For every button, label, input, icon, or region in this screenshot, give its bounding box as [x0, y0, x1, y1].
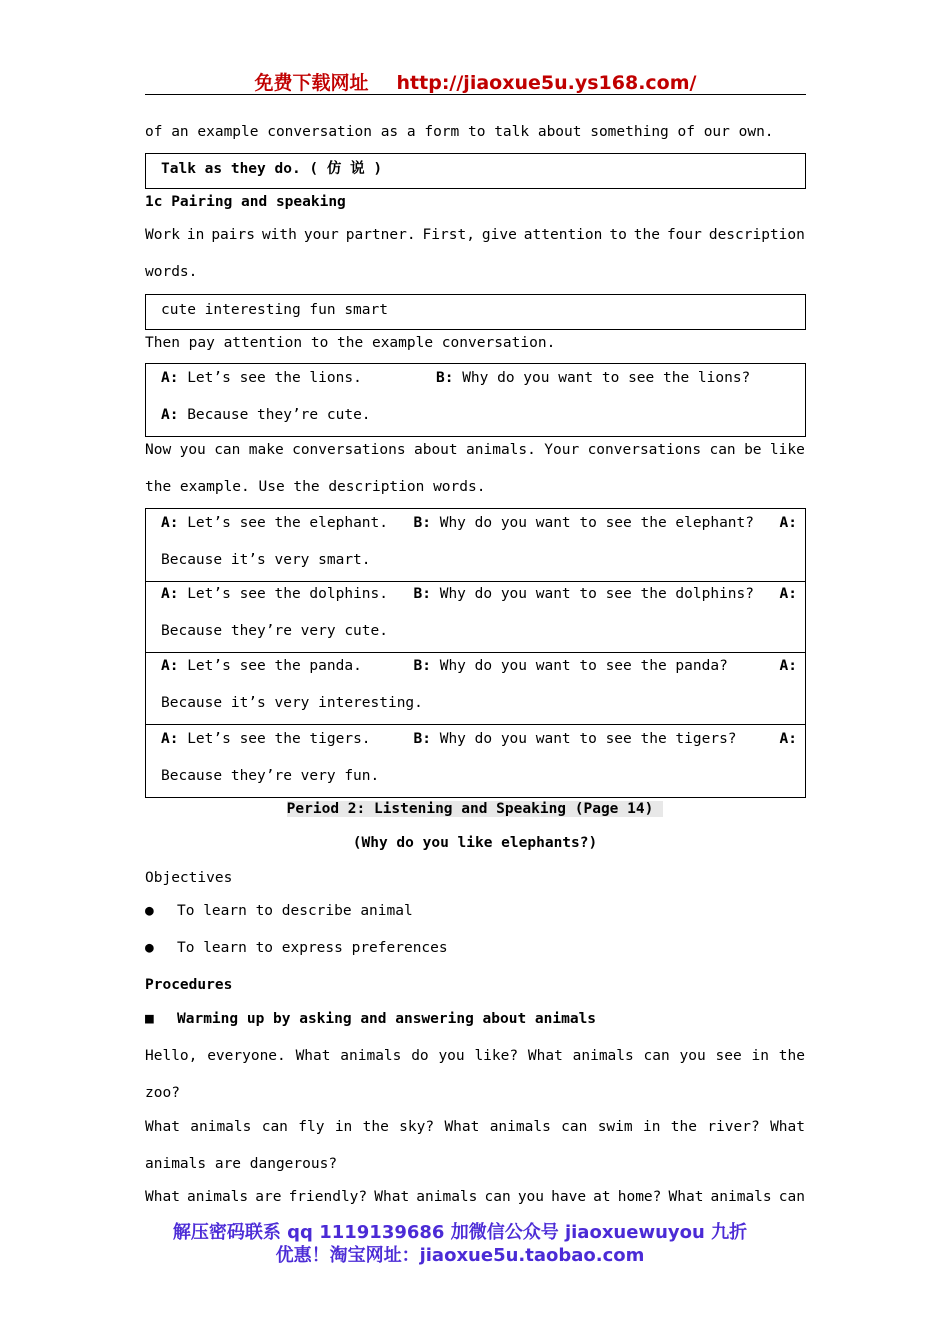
word: the [362, 1119, 389, 1135]
objectives-heading: Objectives [145, 870, 233, 886]
conversation-turn: B: Why do you want to see the panda? [413, 658, 728, 674]
word: in [751, 1048, 769, 1064]
word: animals [416, 1189, 478, 1205]
period-title [0, 801, 950, 817]
word: attention [523, 227, 603, 243]
conversation-turn: A: Let’s see the tigers. [161, 731, 371, 747]
word: river? [707, 1119, 760, 1135]
then-line: Then pay attention to the example conversation. [145, 335, 556, 351]
word: can [261, 1119, 288, 1135]
word: the [670, 1119, 697, 1135]
word: with [261, 227, 297, 243]
section-1c-heading: 1c Pairing and speaking [145, 194, 346, 210]
period-subtitle: (Why do you like elephants?) [352, 835, 598, 851]
word: First, [422, 227, 475, 243]
word: animals [489, 1119, 551, 1135]
example-box [145, 363, 806, 437]
words-box [145, 294, 806, 330]
conversation-turn: A: Let’s see the dolphins. [161, 586, 388, 602]
conversation-line [161, 656, 797, 676]
word: What [444, 1119, 480, 1135]
word: in [334, 1119, 353, 1135]
para2-end: the example. Use the description words. [145, 479, 486, 495]
example-a1: A: Let’s see the lions. [161, 370, 362, 386]
period-title-text: Period 2: Listening and Speaking (Page 14) [287, 801, 664, 817]
talk-box-text: Talk as they do. ( 仿 说 ) [161, 161, 383, 177]
word: the [778, 1048, 805, 1064]
word: conversations [587, 442, 702, 458]
conversation-turn: A: Let’s see the panda. [161, 658, 362, 674]
word: you [517, 1189, 545, 1205]
warmup-item: ■ Warming up by asking and answering about animals [145, 1011, 597, 1027]
procedures-heading: Procedures [145, 977, 233, 993]
word: Work [145, 227, 180, 243]
word: about [413, 442, 458, 458]
words-box-text: cute interesting fun smart [161, 302, 388, 318]
word: animals [340, 1048, 402, 1064]
word: swim [597, 1119, 633, 1135]
word: What [527, 1048, 563, 1064]
word: What [145, 1189, 180, 1205]
word: you [438, 1048, 465, 1064]
q3-line [145, 1187, 805, 1207]
conversation-line [161, 513, 797, 533]
word: animals. [466, 442, 536, 458]
conversation-line [161, 584, 797, 604]
conversation-answer: Because they’re very fun. [161, 768, 380, 784]
conversation-turn: A: Let’s see the elephant. [161, 515, 388, 531]
word: to [609, 227, 627, 243]
word: can [778, 1189, 805, 1205]
word: animals [187, 1189, 249, 1205]
conversation-answer: Because it’s very interesting. [161, 695, 423, 711]
word: What [295, 1048, 331, 1064]
conversation-row [145, 652, 806, 725]
word: animals [710, 1189, 772, 1205]
word: pairs [211, 227, 255, 243]
q1-line [145, 1046, 805, 1066]
conversation-turn: A: [779, 515, 797, 531]
word: everyone. [207, 1048, 286, 1064]
conversation-turn: B: Why do you want to see the elephant? [413, 515, 754, 531]
conversation-line [161, 729, 797, 749]
word: What [374, 1189, 410, 1205]
word: your [303, 227, 339, 243]
conversation-row [145, 580, 806, 653]
word: home? [617, 1189, 662, 1205]
word: can [561, 1119, 588, 1135]
word: give [481, 227, 517, 243]
word: Your [544, 442, 580, 458]
word: have [551, 1189, 587, 1205]
word: in [642, 1119, 661, 1135]
header-url-link[interactable]: http://jiaoxue5u.ys168.com/ [396, 72, 697, 94]
conversation-turn: B: Why do you want to see the dolphins? [413, 586, 754, 602]
talk-box [145, 153, 806, 189]
square-bullet-icon: ■ [145, 1011, 154, 1027]
word: What [145, 1119, 180, 1135]
para2-line [145, 440, 805, 460]
conversation-answer: Because it’s very smart. [161, 552, 371, 568]
word: can [643, 1048, 670, 1064]
para1-line [145, 225, 805, 245]
word: you [679, 1048, 706, 1064]
word: description [708, 227, 805, 243]
q2-line [145, 1117, 805, 1137]
word: conversations [292, 442, 406, 458]
word: at [593, 1189, 611, 1205]
word: be [744, 442, 762, 458]
word: do [411, 1048, 429, 1064]
footer-line-2: 优惠！淘宝网址：jiaoxue5u.taobao.com [275, 1245, 645, 1266]
word: What [770, 1119, 805, 1135]
word: the [633, 227, 660, 243]
footer-line-1: 解压密码联系 qq 1119139686 加微信公众号 jiaoxuewuyou 九折 [172, 1222, 748, 1243]
conversation-row [145, 725, 806, 798]
page-header [145, 68, 806, 95]
word: Hello, [145, 1048, 198, 1064]
conversation-turn: A: [779, 731, 797, 747]
word: make [248, 442, 284, 458]
word: sky? [399, 1119, 435, 1135]
word: animals [572, 1048, 634, 1064]
word: see [715, 1048, 742, 1064]
word: partner. [345, 227, 416, 243]
word: in [186, 227, 205, 243]
word: What [668, 1189, 704, 1205]
conversation-answer: Because they’re very cute. [161, 623, 388, 639]
conversation-turn: A: [779, 658, 797, 674]
word: can [484, 1189, 511, 1205]
word: friendly? [288, 1189, 368, 1205]
intro-line: of an example conversation as a form to talk about something of our own. [145, 124, 774, 140]
word: animals [190, 1119, 252, 1135]
word: like? [474, 1048, 519, 1064]
conversation-row [145, 508, 806, 582]
word: can [709, 442, 736, 458]
objective-item: ● To learn to express preferences [145, 940, 448, 956]
bullet-dot-icon: ● [145, 940, 154, 956]
example-b: B: Why do you want to see the lions? [436, 370, 751, 386]
q2-end: animals are dangerous? [145, 1156, 338, 1172]
para1-end: words. [145, 264, 198, 280]
word: can [214, 442, 241, 458]
word: like [769, 442, 805, 458]
word: Now [145, 442, 172, 458]
conversation-turn: A: [779, 586, 797, 602]
conversation-turn: B: Why do you want to see the tigers? [413, 731, 737, 747]
bullet-dot-icon: ● [145, 903, 154, 919]
q1-end: zoo? [145, 1085, 180, 1101]
word: are [255, 1189, 282, 1205]
example-a2: A: Because they’re cute. [161, 407, 371, 423]
word: fly [298, 1119, 325, 1135]
header-label: 免费下载网址 [254, 72, 369, 94]
word: you [179, 442, 206, 458]
word: four [666, 227, 702, 243]
objective-item: ● To learn to describe animal [145, 903, 413, 919]
